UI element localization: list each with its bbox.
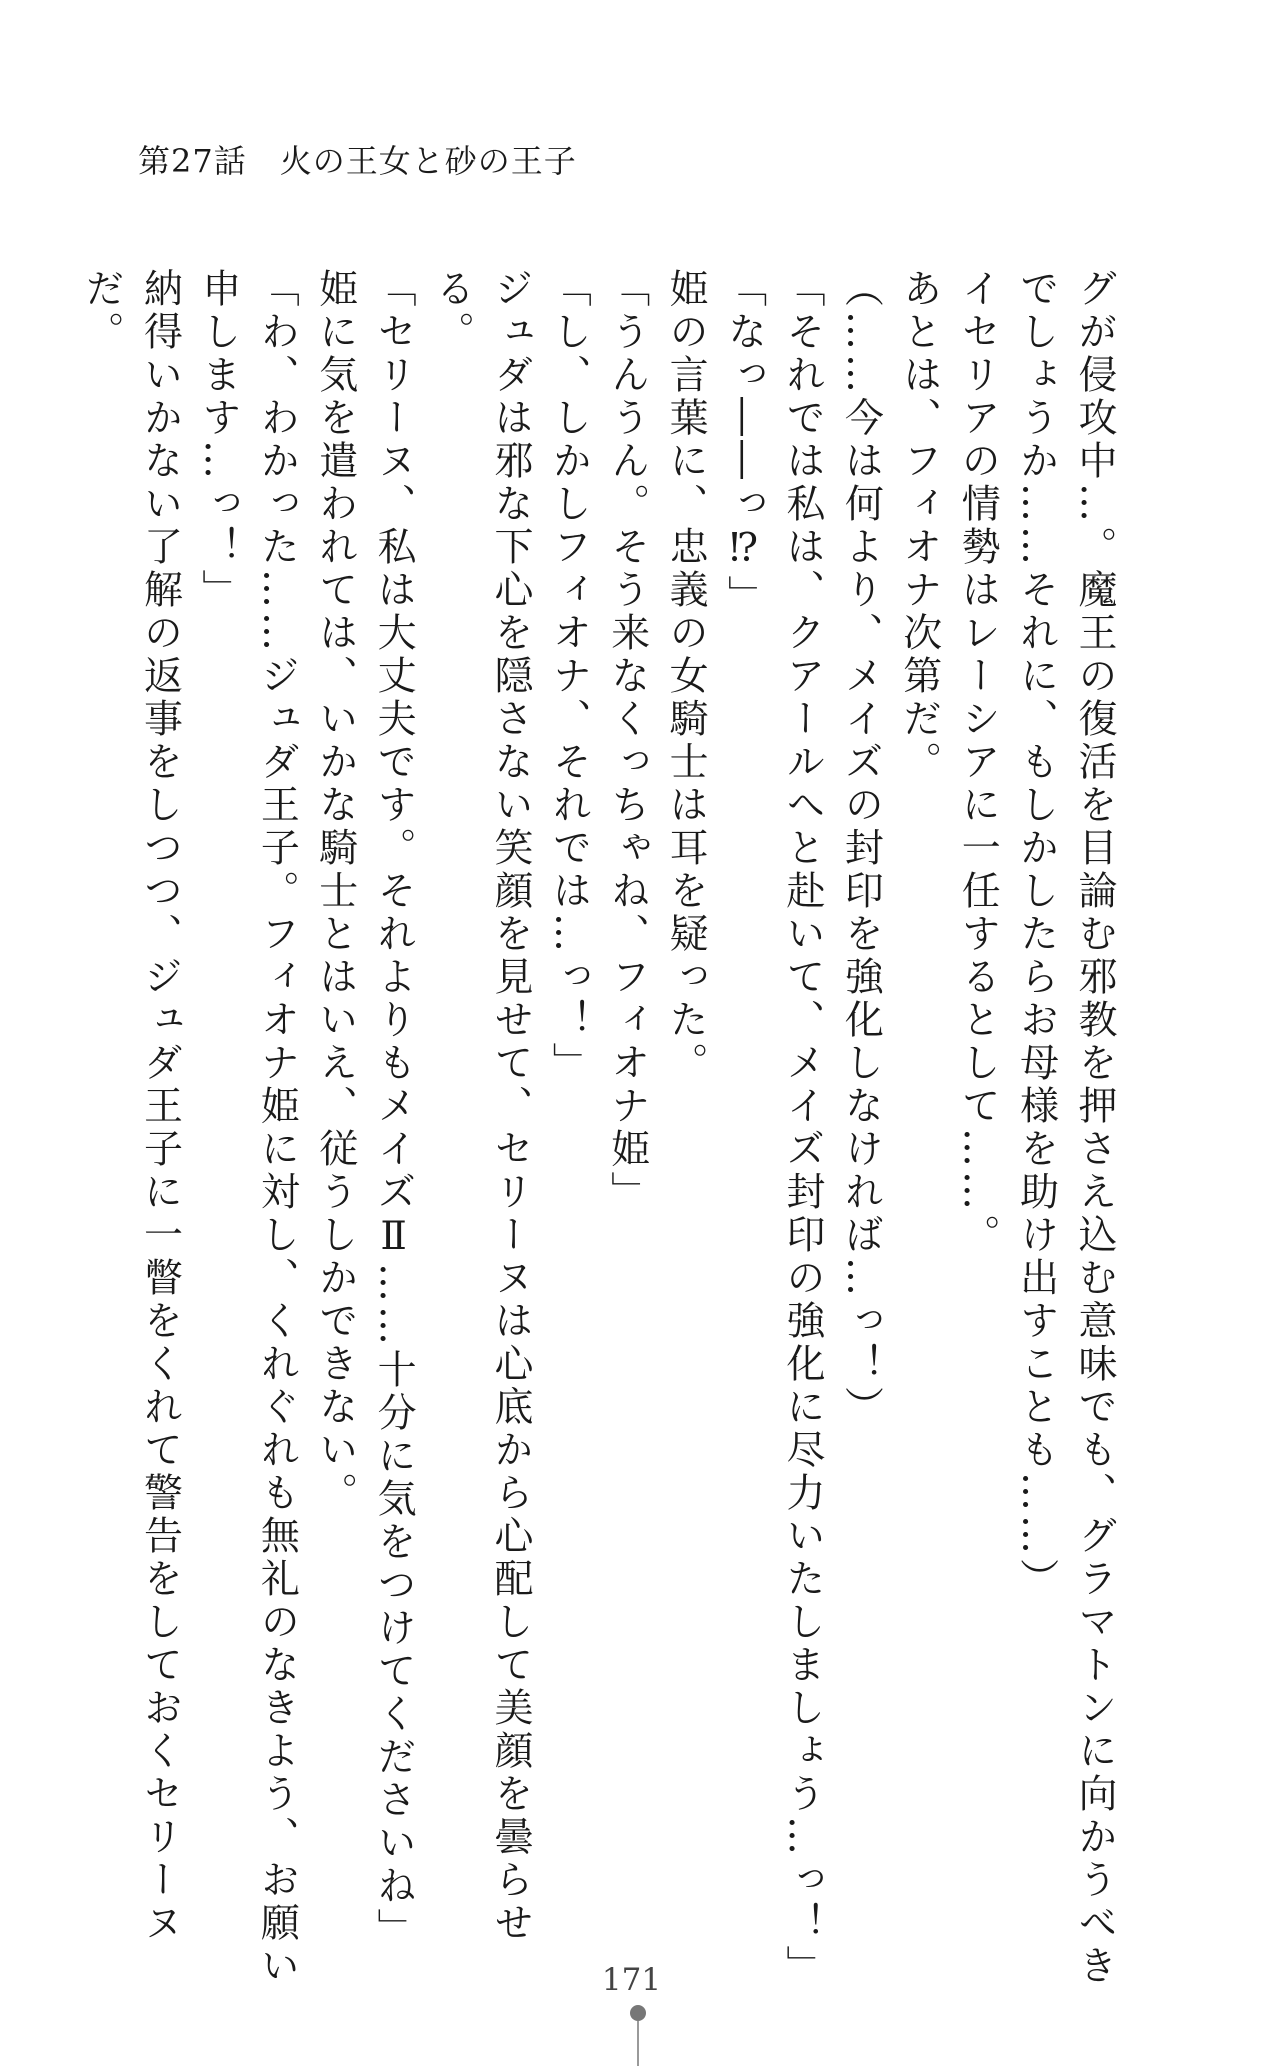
text-line: だ。 — [79, 268, 125, 354]
text-line: 姫の言葉に、忠義の女騎士は耳を疑った。 — [663, 268, 709, 1085]
text-line: でしょうか……それに、もしかしたらお母様を助け出すことも……） — [1013, 268, 1059, 1601]
text-line: イセリアの情勢はレーシアに一任するとして……。 — [955, 268, 1001, 1257]
text-line: 「セリーヌ、私は大丈夫です。それよりもメイズⅡ……十分に気をつけてくださいね」 — [371, 268, 417, 1951]
text-line: 申します…っ！」 — [195, 268, 241, 612]
text-line: 「し、しかしフィオナ、それでは…っ！」 — [546, 268, 592, 1085]
text-line: ジュダは邪な下心を隠さない笑顔を見せて、セリーヌは心底から心配して美顔を曇らせ — [487, 268, 533, 1945]
text-line: る。 — [429, 268, 475, 354]
text-line: グが侵攻中…。魔王の復活を目論む邪教を押さえ込む意味でも、グラマトンに向かうべき — [1072, 268, 1117, 1988]
text-line: 「わ、わかった……ジュダ王子。フィオナ姫に対し、くれぐれも無礼のなきよう、お願い — [254, 268, 300, 1988]
text-line: 「なっ――っ⁉」 — [721, 268, 767, 618]
text-line: 「うんうん。そう来なくっちゃね、フィオナ姫」 — [604, 268, 650, 1214]
running-head: 第27話 火の王女と砂の王子 — [138, 142, 577, 180]
text-line: 姫に気を遣われては、いかな騎士とはいえ、従うしかできない。 — [312, 268, 358, 1515]
text-line: あとは、フィオナ次第だ。 — [896, 268, 942, 784]
page-dot-icon — [630, 2005, 646, 2021]
text-line: 「それでは私は、クアールへと赴いて、メイズ封印の強化に尽力いたしましょう…っ！」 — [779, 268, 825, 1988]
page-rule-line — [637, 2021, 639, 2066]
page-number: 171 — [601, 1962, 662, 1998]
text-line: 納得いかない了解の返事をしつつ、ジュダ王子に一瞥をくれて警告をしておくセリーヌ — [137, 268, 183, 1945]
text-line: （……今は何より、メイズの封印を強化しなければ…っ！） — [838, 268, 884, 1429]
